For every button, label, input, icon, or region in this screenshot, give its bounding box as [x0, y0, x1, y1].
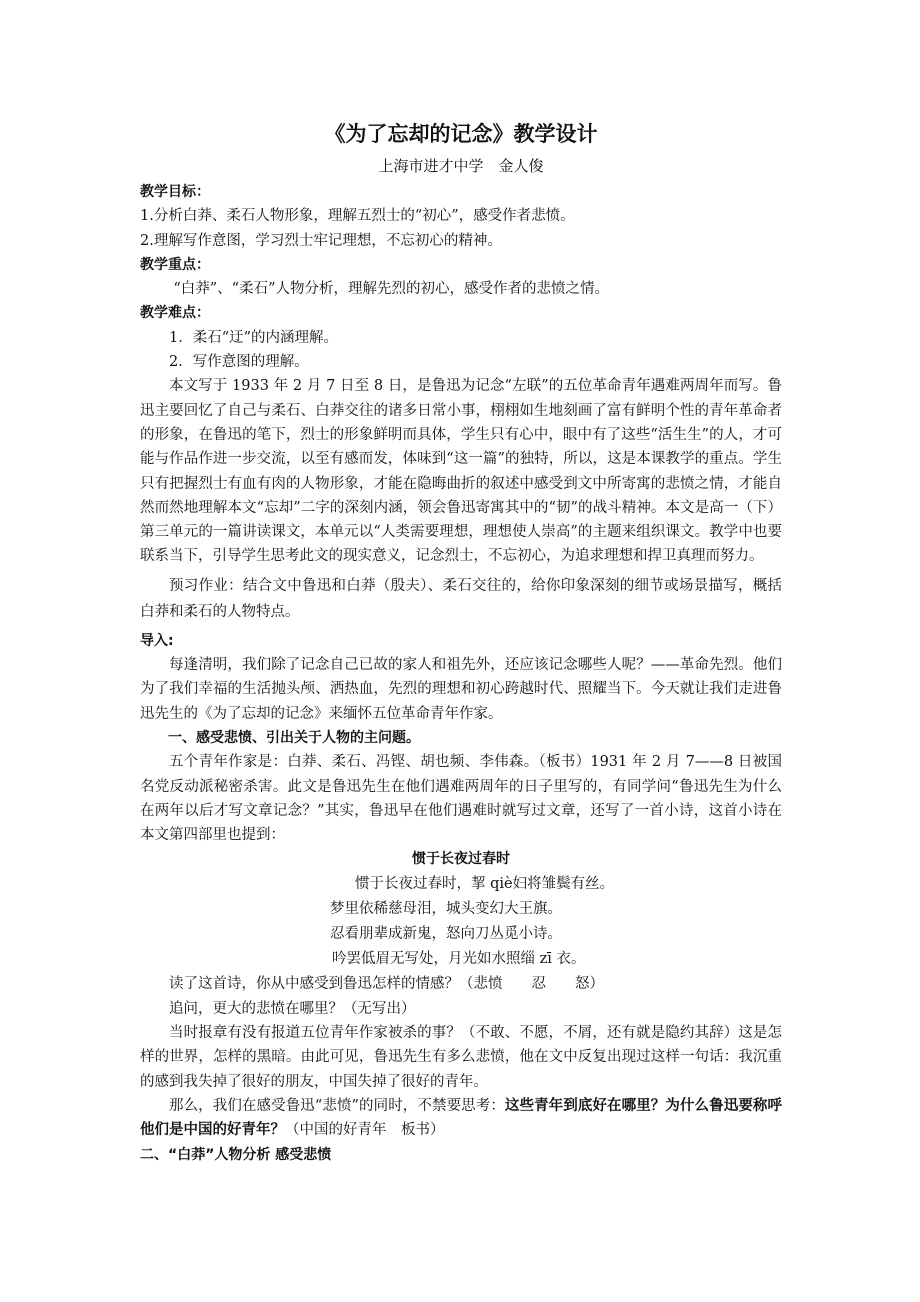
- difficulty-item-1: 1．柔石“迂”的内涵理解。: [169, 329, 339, 346]
- section1-heading: 一、感受悲愤、引出关于人物的主问题。: [168, 729, 420, 746]
- document-title: 《为了忘却的记念》教学设计: [324, 122, 598, 146]
- para3-bold-question: 这些青年到底好在哪里？为什么鲁迅要称呼他们是中国的好青年？: [140, 1097, 782, 1139]
- poem-line-2: 梦里依稀慈母泪，城头变幻大王旗。: [330, 901, 562, 918]
- para3-end: （中国的好青年 板书）: [285, 1122, 445, 1139]
- document-page: [140, 118, 782, 1167]
- preview-assignment: 预习作业：结合文中鲁迅和白莽（殷夫）、柔石交往的，给你印象深刻的细节或场景描写，概括白莽和柔石的人物特点。: [140, 577, 782, 620]
- lead-in-text: 每逢清明，我们除了记念自己已故的家人和祖先外，还应该记念哪些人呢？——革命先烈。他们为了我们幸福的生活抛头颅、洒热血，先烈的理想和初心跨越时代、照耀当下。今天就让我们走进鲁迅先生的《为了忘却的记念》来缅怀五位革命青年作家。: [140, 657, 782, 722]
- section2-heading: 二、“白莽”人物分析 感受悲愤: [140, 1146, 332, 1163]
- key-points-text: “白莽”、“柔石”人物分析，理解先烈的初心，感受作者的悲愤之情。: [173, 281, 609, 298]
- section1-paragraph-2: 当时报章有没有报道五位青年作家被杀的事？（不敢、不愿，不屑，还有就是隐约其辞）这是怎样的世界，怎样的黑暗。由此可见，鲁迅先生有多么悲愤，他在文中反复出现过这样一句话：我沉重的感到我失掉了很好的朋友，中国失掉了很好的青年。: [140, 1025, 782, 1090]
- section1-paragraph-3: [140, 1094, 782, 1143]
- difficulties-heading: 教学难点：: [140, 305, 210, 322]
- poem-title: 惯于长夜过春时: [412, 851, 510, 868]
- question-1: 读了这首诗，你从中感受到鲁迅怎样的情感？（悲愤 忍 怒）: [169, 976, 604, 993]
- goals-heading: 教学目标：: [140, 184, 210, 200]
- difficulty-item-2: 2．写作意图的理解。: [169, 354, 309, 371]
- lead-in-heading: 导入:: [140, 632, 174, 649]
- para3-start: 那么，我们在感受鲁迅“悲愤”的同时，不禁要思考：: [169, 1097, 505, 1114]
- intro-paragraph: 本文写于 1933 年 2 月 7 日至 8 日，是鲁迅为记念“左联”的五位革命青年遇难两周年而写。鲁迅主要回忆了自己与柔石、白莽交往的诸多日常小事，栩栩如生地刻画了富有鲜明个性的青年革命者的形象，在鲁迅的笔下，烈士的形象鲜明而具体，学生只有心中，眼中有了这些“活生生”的人，才可能与作品作进一步交流，以至有感而发，体味到“这一篇”的独特，所以，这是本课教学的重点。学生只有把握烈士有血有肉的人物形象，才能在隐晦曲折的叙述中感受到文中所寄寓的悲愤之情，才能自然而然地理解本文“忘却”二字的深刻内涵，领会鲁迅寄寓其中的“韧”的战斗精神。本文是高一（下）第三单元的一篇讲读课文，本单元以“人类需要理想，理想使人崇高”的主题来组织课文。教学中也要联系当下，引导学生思考此文的现实意义，记念烈士，不忘初心，为追求理想和捍卫真理而努力。: [140, 378, 782, 565]
- section1-paragraph-1: 五个青年作家是：白莽、柔石、冯铿、胡也频、李伟森。（板书）1931 年 2 月 7——8 日被国名党反动派秘密杀害。此文是鲁迅先生在他们遇难两周年的日子里写的，有同学问“鲁迅先生为什么在两年以后才写文章记念？”其实，鲁迅早在他们遇难时就写过文章，还写了一首小诗，这首小诗在本文第四部里也提到：: [140, 754, 782, 844]
- poem-line-1: 惯于长夜过春时，挈 qiè妇将雏鬓有丝。: [355, 876, 615, 893]
- question-2: 追问，更大的悲愤在哪里？（无写出）: [169, 1000, 416, 1017]
- poem-line-3: 忍看朋辈成新鬼，怒向刀丛觅小诗。: [330, 926, 562, 943]
- author-line: 上海市进才中学 金人俊: [378, 157, 544, 175]
- key-points-heading: 教学重点：: [140, 256, 210, 273]
- goal-item-1: 1.分析白莽、柔石人物形象，理解五烈士的“初心”，感受作者悲愤。: [140, 208, 575, 225]
- goal-item-2: 2.理解写作意图，学习烈士牢记理想，不忘初心的精神。: [140, 232, 502, 249]
- poem-line-4: 吟罢低眉无写处，月光如水照缁 zī 衣。: [332, 951, 586, 968]
